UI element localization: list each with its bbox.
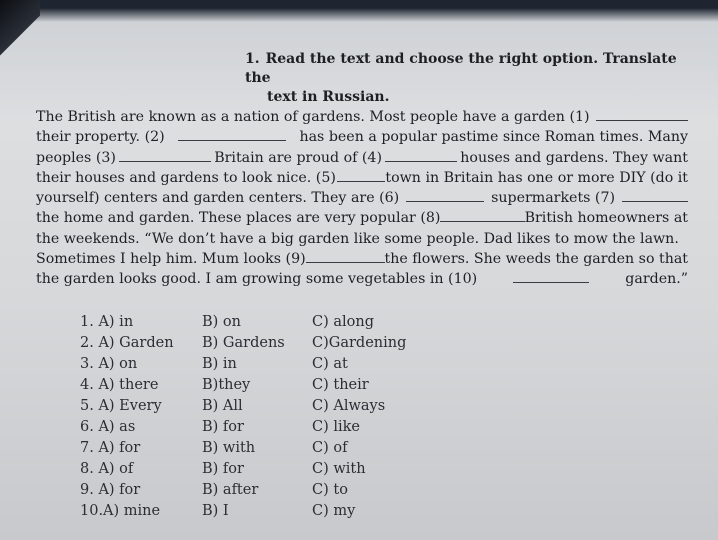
- option-c: C)Gardening: [312, 335, 407, 351]
- reading-passage: [36, 107, 688, 290]
- answer-blank-7: [622, 188, 688, 202]
- option-row: [80, 417, 432, 438]
- answer-blank-4: [385, 148, 457, 162]
- option-a: 7. A) for: [80, 440, 141, 456]
- option-c: C) Always: [312, 398, 386, 414]
- option-b: B) All: [202, 398, 243, 414]
- option-b: B)they: [202, 377, 251, 393]
- passage-text: British homeowners at: [524, 210, 688, 227]
- answer-blank-2: [178, 127, 286, 141]
- passage-text: the weekends. “We don’t have a big garden like some people. Dad likes to mow the lawn.: [36, 230, 679, 247]
- passage-line: [36, 127, 688, 147]
- option-c: C) of: [312, 440, 348, 456]
- passage-text: peoples (3): [36, 149, 116, 166]
- option-row: [80, 312, 432, 333]
- option-a: 5. A) Every: [80, 398, 162, 414]
- option-row: [80, 333, 432, 354]
- option-c: C) their: [312, 377, 369, 393]
- option-a: 9. A) for: [80, 482, 141, 498]
- option-a: 4. A) there: [80, 377, 159, 393]
- option-b: B) with: [202, 440, 256, 456]
- answer-blank-5: [337, 168, 385, 182]
- passage-line: [36, 208, 688, 228]
- option-row: [80, 438, 432, 459]
- option-a: 2. A) Garden: [80, 335, 174, 351]
- option-row: [80, 354, 432, 375]
- passage-text: houses and gardens. They want: [460, 149, 688, 166]
- option-b: B) for: [202, 419, 244, 435]
- option-b: B) for: [202, 461, 244, 477]
- option-a: 1. A) in: [80, 314, 134, 330]
- option-a: 8. A) of: [80, 461, 134, 477]
- option-row: [80, 501, 432, 522]
- option-row: [80, 375, 432, 396]
- option-b: B) I: [202, 503, 229, 519]
- passage-text: the flowers. She weeds the garden so that: [384, 251, 688, 268]
- passage-text: The British are known as a nation of gardens. Most people have a garden (1): [36, 109, 590, 125]
- option-row: [80, 480, 432, 501]
- passage-text: their property. (2): [36, 129, 165, 146]
- option-c: C) like: [312, 419, 361, 435]
- option-c: C) my: [312, 503, 356, 519]
- option-c: C) at: [312, 356, 348, 372]
- passage-text: town in Britain has one or more DIY (do it: [385, 169, 688, 186]
- passage-line: [36, 168, 688, 188]
- answer-blank-6: [406, 188, 484, 202]
- option-row: [80, 396, 432, 417]
- passage-text: has been a popular pastime since Roman times. Many: [299, 129, 688, 146]
- passage-line: [36, 148, 688, 168]
- option-a: 10.A) mine: [80, 503, 161, 519]
- option-row: [80, 459, 432, 480]
- option-b: B) Gardens: [202, 335, 285, 351]
- passage-text: garden.”: [625, 271, 688, 288]
- passage-line: [36, 188, 688, 208]
- option-c: C) with: [312, 461, 366, 477]
- answer-blank-9: [306, 249, 385, 263]
- passage-text: supermarkets (7): [491, 190, 616, 207]
- passage-text: the garden looks good. I am growing some vegetables in (10): [36, 271, 478, 288]
- passage-line: [36, 249, 688, 269]
- passage-line: [36, 229, 688, 249]
- option-c: C) to: [312, 482, 348, 498]
- option-a: 6. A) as: [80, 419, 136, 435]
- answer-options-list: [80, 312, 432, 522]
- passage-line: [36, 269, 688, 289]
- task-title-line1: Read the text and choose the right option. Translate the: [245, 51, 677, 86]
- answer-blank-1: [596, 107, 688, 121]
- option-b: B) in: [202, 356, 237, 372]
- answer-blank-3: [119, 148, 211, 162]
- passage-text: the home and garden. These places are very popular (8): [36, 210, 441, 227]
- option-b: B) on: [202, 314, 241, 330]
- task-title: [245, 50, 685, 107]
- option-c: C) along: [312, 314, 374, 330]
- option-b: B) after: [202, 482, 259, 498]
- passage-text: their houses and gardens to look nice. (5): [36, 169, 336, 186]
- answer-blank-10: [513, 269, 589, 283]
- passage-text: Sometimes I help him. Mum looks (9): [36, 251, 306, 268]
- task-title-line2: text in Russian.: [267, 89, 390, 105]
- answer-blank-8: [440, 208, 524, 222]
- passage-text: Britain are proud of (4): [214, 149, 382, 166]
- option-a: 3. A) on: [80, 356, 138, 372]
- task-number: 1.: [245, 51, 260, 67]
- passage-line: [36, 107, 688, 127]
- passage-text: yourself) centers and garden centers. They are (6): [36, 190, 400, 207]
